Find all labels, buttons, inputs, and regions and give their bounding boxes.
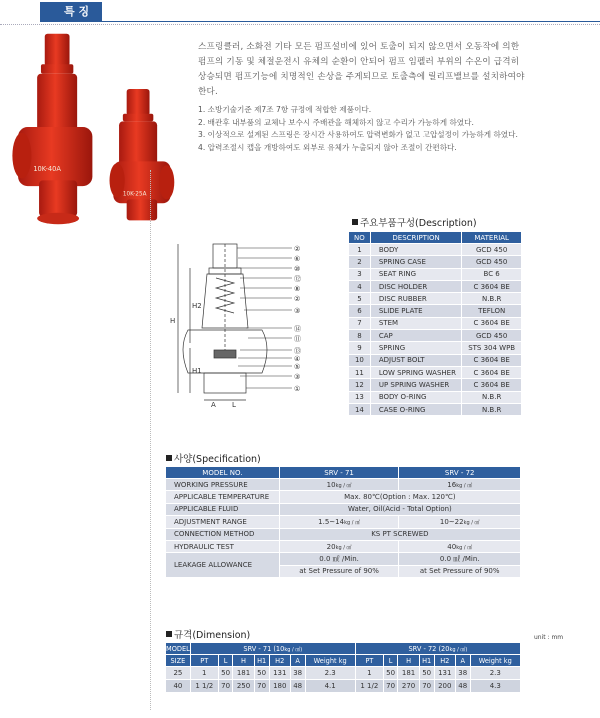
specification-title: 사양(Specification) [166,451,261,465]
dimension-row: 40 1 1/2 70 250 70 180 48 4.1 1 1/2 70 270 70 200 48 4.3 [166,680,521,693]
svg-text:④: ④ [294,355,301,363]
svg-text:⑪: ⑪ [294,335,301,343]
valve-cross-section-drawing [168,238,318,408]
description-row: 2 SPRING CASE GCD 450 [349,256,522,268]
description-row: 12 UP SPRING WASHER C 3604 BE [349,379,522,391]
specification-table: MODEL NO. SRV - 71 SRV - 72 WORKING PRESSURE 10kg / ㎠ 16kg / ㎠ APPLICABLE TEMPERATURE Max. 80℃(Option : Max. 120℃) APPLICABLE FLUID Water, Oil(Acid - Total Option) ADJUSTMENT RANGE 1.5~14kg / ㎠ 10~22kg / ㎠ CONNECTION METHOD KS PT SCREWED HYDRAULIC TEST 20kg / ㎠ 40kg / ㎠ LEAKAGE ALLOWANCE 0.0 ㎖ /Min. 0.0 ㎖ /Min. at Set Pressure of 90% at Set Pressure of 90% [165,466,521,578]
dimension-column-header: PT [190,655,218,667]
svg-text:H1: H1 [192,367,202,375]
svg-text:⑥: ⑥ [294,255,301,263]
feature-item: 3. 이상적으로 설계된 스프링은 장시간 사용하여도 압력변화가 없고 고압설정이 가능하게 하였다. [198,130,518,139]
svg-text:②: ② [294,295,301,303]
dimension-column-header: L [218,655,233,667]
svg-text:①: ① [294,385,301,393]
vertical-divider [150,170,151,710]
svg-text:⑫: ⑫ [294,275,301,283]
dimension-column-header: H [233,655,254,667]
dimension-row: 25 1 50 181 50 131 38 2.3 1 50 181 50 131 38 2.3 [166,667,521,680]
description-row: 1 BODY GCD 450 [349,244,522,256]
dimension-title: 규격(Dimension) [166,627,250,641]
intro-paragraph: 스프링클러, 소화전 기타 모든 펌프설비에 있어 토출이 되지 않으면서 오동작에 의한 펌프의 기동 및 체절운전시 유체의 순환이 안되어 펌프 임펠러 부위의 수온이 급격히 상승되면 펌프기능에 치명적인 손상을 주게되므로 토출측에 릴리프밸브를 설치하여야 한다. [198,42,525,97]
svg-text:H2: H2 [192,302,202,310]
feature-item: 4. 압력조절시 캡을 개방하여도 외부로 유체가 누출되지 않아 조절이 간편하다. [198,142,457,152]
dimension-column-header: H2 [434,655,455,667]
description-table: NO DESCRIPTION MATERIAL 1 BODY GCD 450 2 SPRING CASE GCD 450 3 SEAT RING BC 6 4 DISC HOLDER C 3604 BE 5 DISC RUBBER N.B.R 6 SLIDE PLATE TEFLON 7 STEM C 3604 BE 8 CAP GCD 450 9 SPRING STS 304 WPB 10 ADJUST BOLT C 3604 BE 11 LOW SPRING WASHER C 3604 BE 12 UP SPRING WASHER C 3604 BE 13 BODY O-RING N.B.R 14 CASE O-RING N.B.R [348,231,522,416]
svg-text:A: A [211,401,216,408]
description-row: 14 CASE O-RING N.B.R [349,403,522,415]
svg-text:⑤: ⑤ [294,363,301,371]
description-row: 9 SPRING STS 304 WPB [349,342,522,354]
description-row: 7 STEM C 3604 BE [349,317,522,329]
dimension-table: MODEL SRV - 71 (10kg / ㎠) SRV - 72 (20kg / ㎠) SIZE PT L H H1 H2 A Weight kg PT L H H1 H2 A Weight kg 25 1 50 181 50 131 38 2.3 1 50 181 50 131 38 2.3 40 1 1/2 70 250 70 180 48 4.1 1 1/2 70 270 70 200 48 4.3 [165,642,521,693]
description-row: 11 LOW SPRING WASHER C 3604 BE [349,366,522,378]
feature-list [198,104,528,154]
unit-note: unit : mm [534,634,564,641]
feature-item: 1. 소방기술기준 제7조 7항 규정에 적합한 제품이다. [198,105,372,114]
description-row: 4 DISC HOLDER C 3604 BE [349,280,522,292]
description-row: 3 SEAT RING BC 6 [349,268,522,280]
svg-text:②: ② [294,245,301,253]
dimension-column-header: H1 [419,655,434,667]
header-rule [102,21,600,22]
dimension-column-header: A [290,655,305,667]
dimension-column-header: PT [355,655,383,667]
svg-text:③: ③ [294,373,301,381]
dimension-column-header: Weight kg [305,655,355,667]
svg-text:10K-40A: 10K-40A [33,164,61,173]
dimension-column-header: H1 [254,655,269,667]
description-row: 5 DISC RUBBER N.B.R [349,293,522,305]
dimension-column-header: Weight kg [470,655,520,667]
dimension-column-header: H [398,655,419,667]
valve-photos [0,28,200,228]
description-title: 주요부품구성(Description) [352,215,477,229]
svg-text:③: ③ [294,307,301,315]
dimension-column-header: A [455,655,470,667]
small-valve-image [110,89,175,220]
svg-text:⑧: ⑧ [294,285,301,293]
description-row: 8 CAP GCD 450 [349,330,522,342]
description-row: 10 ADJUST BOLT C 3604 BE [349,354,522,366]
section-header-title: 특 징 [40,2,102,22]
svg-text:H: H [170,317,176,325]
svg-text:⑭: ⑭ [294,325,301,333]
svg-text:⑬: ⑬ [294,347,301,355]
description-row: 6 SLIDE PLATE TEFLON [349,305,522,317]
description-row: 13 BODY O-RING N.B.R [349,391,522,403]
feature-item: 2. 배관후 내부품의 교체나 보수시 주배관을 해체하지 않고 수리가 가능하게 하였다. [198,117,474,127]
dimension-column-header: H2 [269,655,290,667]
dotted-divider [0,24,600,25]
section-header [0,0,600,24]
svg-text:⑩: ⑩ [294,265,301,273]
svg-text:L: L [232,401,236,408]
svg-text:10K-25A: 10K-25A [122,191,147,198]
large-valve-image [12,34,92,224]
dimension-column-header: L [383,655,398,667]
